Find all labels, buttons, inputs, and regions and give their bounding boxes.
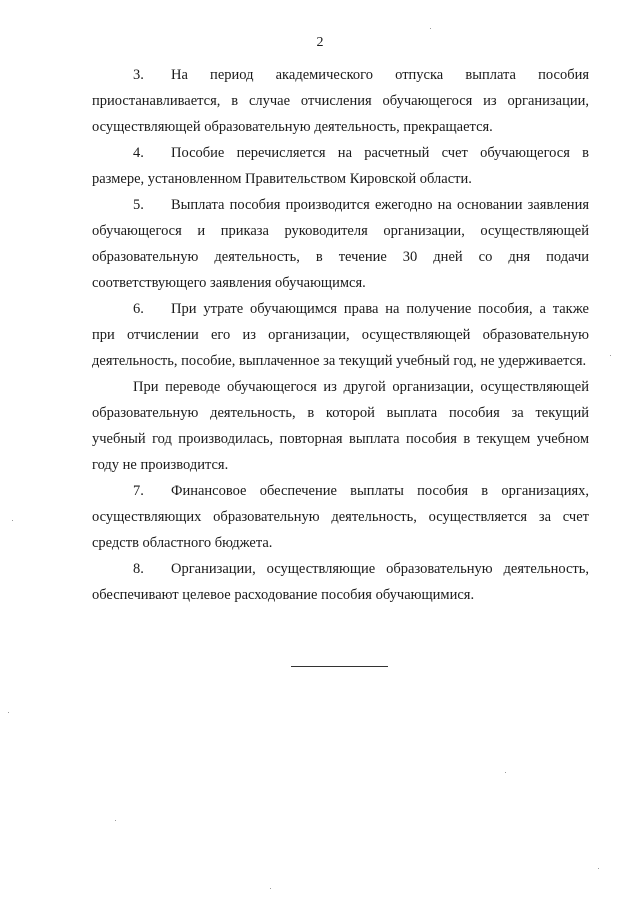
paragraph-text: Организации, осуществляющие образовательную деятельность, обеспечивают целевое расходование пособия обучающимися. — [92, 561, 589, 603]
paragraph-text: Пособие перечисляется на расчетный счет обучающегося в размере, установленном Правительством Кировской области. — [92, 145, 589, 187]
paragraph-number: 4. — [133, 145, 144, 161]
paragraph-3 — [92, 62, 589, 140]
scan-speck — [610, 355, 611, 356]
end-separator-line — [291, 666, 388, 667]
paragraph-8 — [92, 556, 589, 608]
paragraph-text: Финансовое обеспечение выплаты пособия в организациях, осуществляющих образовательную деятельность, осуществляется за счет средств областного бюджета. — [92, 483, 589, 551]
scan-speck — [270, 888, 271, 889]
paragraph-number: 6. — [133, 301, 144, 317]
paragraph-number: 8. — [133, 561, 144, 577]
scan-speck — [12, 520, 13, 521]
scan-speck — [115, 820, 116, 821]
paragraph-number: 7. — [133, 483, 144, 499]
scan-speck — [505, 772, 506, 773]
paragraph-4 — [92, 140, 589, 192]
paragraph-number: 3. — [133, 67, 144, 83]
paragraph-text: Выплата пособия производится ежегодно на основании заявления обучающегося и приказа руководителя организации, осуществляющей образовательную деятельность, в течение 30 дней со дня подачи соответствующего заявления обучающимся. — [92, 197, 589, 291]
scan-speck — [430, 28, 431, 29]
paragraph-6 — [92, 296, 589, 374]
document-body — [92, 62, 589, 608]
scan-speck — [598, 868, 599, 869]
paragraph-5 — [92, 192, 589, 296]
paragraph-text: При утрате обучающимся права на получение пособия, а также при отчислении его из организации, осуществляющей образовательную деятельность, пособие, выплаченное за текущий учебный год, не удерживается. — [92, 301, 589, 369]
paragraph-text: При переводе обучающегося из другой организации, осуществляющей образовательную деятельность, в которой выплата пособия за текущий учебный год производилась, повторная выплата пособия в текущем учебном году не производится. — [92, 379, 589, 473]
paragraph-7 — [92, 478, 589, 556]
paragraph-number: 5. — [133, 197, 144, 213]
paragraph-6-continued — [92, 374, 589, 478]
page-number: 2 — [316, 35, 324, 50]
scan-speck — [8, 712, 9, 713]
paragraph-text: На период академического отпуска выплата пособия приостанавливается, в случае отчисления обучающегося из организации, осуществляющей образовательную деятельность, прекращается. — [92, 67, 589, 135]
